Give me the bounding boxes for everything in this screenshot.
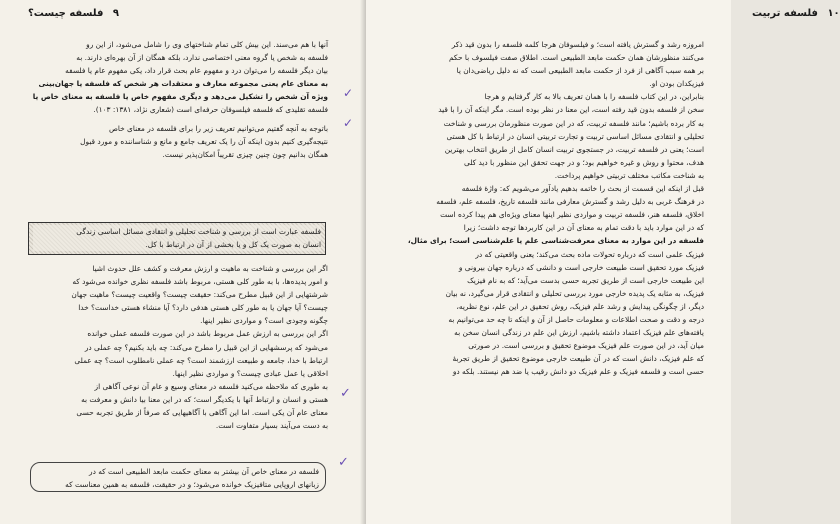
text-line: یافته‌های علم فیزیک اعتماد داشته باشیم، ارزش این علم در زندگی انسان سخن به <box>454 328 704 338</box>
left-page <box>0 0 366 524</box>
text-line: این طبیعت خارجی است از طریق تجربه حسی بدست می‌آید؛ که به نام فیزیک <box>467 275 704 285</box>
text-line: درجه و دقت و صحت اطلاعات و معلومات حاصل از آن و اینکه تا چه حد می‌توانیم به <box>448 314 704 324</box>
text-line: ارتباط با خدا، جامعه و طبیعت ارزشمند است؟ چه عملی نامطلوب است؟ چه عملی <box>74 355 328 365</box>
text-line: و امور پدیده‌ها، با به طور کلی هستی، مربوط باشد فلسفه نظری خوانده می‌شود که <box>72 277 328 287</box>
quote-line: فلسفه در معنای خاص آن بیشتر به معنای حکمت مابعد الطبیعی است که در <box>89 467 319 476</box>
text-line: اخلاقی یا عمل عبادی چیست؟ و مواردی نظیر اینها. <box>172 368 328 378</box>
text-line: می‌شود که پرسشهایی از این قبیل را مطرح می‌کند: چه باید بکنیم؟ چه عملی در <box>84 342 328 352</box>
right-body <box>382 38 704 378</box>
text-line: می‌کنند منظورشان همان حکمت مابعد الطبیعی است. اطلاق صفت فیلسوف با حکم <box>449 53 704 63</box>
text-line: شرشتهایی از این قبیل مطرح می‌کند: حقیقت چیست؟ واقعیت چیست؟ ماهیت جهان <box>71 290 328 300</box>
right-page <box>366 0 840 524</box>
quote-line: زبانهای اروپایی متافیزیک خوانده می‌شود؛ و در حقیقت، فلسفه به همین معناست که <box>65 480 319 490</box>
text-line: میان آید، در این صورت علم فیزیک موضوع تحقیق و بررسی است. در صورتی <box>468 341 704 351</box>
definition-box <box>28 222 326 255</box>
text-line: باتوجه به آنچه گفتیم می‌توانیم تعریف زیر را برای فلسفه در معنای خاص <box>108 124 328 133</box>
left-body-intro <box>28 122 328 161</box>
text-line: در فرهنگ غربی به دلیل رشد و گسترش معارفی مانند فلسفه تاریخ، فلسفه علم، فلسفه <box>436 197 704 207</box>
right-page-header <box>752 8 840 19</box>
text-line: فیزیک علمی است که درباره تحولات ماده بحث می‌کند؛ یعنی واقعیتی که در <box>475 249 704 259</box>
text-line: چیست؟ آیا جهان یا به طور کلی هستی هدفی دارد؟ آیا منشاء هستی خداست؟ خدا <box>78 303 328 313</box>
text-line: به دست می‌آیند بسیار متفاوت است. <box>215 421 328 431</box>
text-line: اگر این بررسی و شناخت به ماهیت و ارزش معرفت و کشف علل حدوث اشیا <box>92 264 328 273</box>
text-line: فیزیک مورد تحقیق است طبیعت خارجی است و دانشی که درباره جهان بیرونی و <box>458 262 704 272</box>
right-page-title: فلسفه تربیت <box>752 8 818 19</box>
left-body-bottom <box>28 262 328 432</box>
check-mark-icon: ✓ <box>343 86 354 100</box>
left-page-number: ۹ <box>112 8 119 19</box>
check-mark-icon: ✓ <box>343 116 354 130</box>
text-line: هدف، محتوا و روش و غیره خواهیم بود؛ و در جهت تحقق این منظور با دید کلی <box>463 157 704 167</box>
text-line: فلسفه به شخص یا گروه معنی اختصاصی ندارد، بلکه همگان از آن بهره‌ای دارند. به <box>76 53 328 63</box>
text-line: که در این موارد باید با دقت تمام به معنای آن در این کاربردها توجه داشت؛ زیرا <box>463 223 704 233</box>
text-line: فلسفه در این موارد به معنای معرفت‌شناسی علم یا علم‌شناسی است؛ برای مثال، <box>407 236 704 246</box>
text-line: فیزیک، به مثابه یک پدیده خارجی مورد بررسی تحلیلی و انتقادی قرار می‌گیرد، نه بیان <box>445 288 704 298</box>
text-line: به معنای عام یعنی مجموعه معارف و معتقدات هر شخص که فلسفه یا جهان‌بینی <box>38 79 328 89</box>
quote-box <box>30 462 326 492</box>
text-line: بیان دیگر فلسفه را می‌توان درد و مفهوم عام بحث قرار داد، یکی مفهوم عام یا فلسفه <box>65 66 328 76</box>
text-line: هستی و انسان و ارتباط آنها با یکدیگر است؛ که در این معنا بیا دانش و معرفت به <box>81 394 328 404</box>
text-line: امروزه رشد و گسترش یافته است؛ و فیلسوفان هرجا کلمه فلسفه را بدون قید ذکر <box>451 40 704 49</box>
definition-line: فلسفه عبارت است از بررسی و شناخت تحلیلی و انتقادی مسائل اساسی زندگی <box>33 225 321 238</box>
text-line: به طوری که ملاحظه می‌کنید فلسفه در معنای وسیع و عام آن نوعی آگاهی از <box>94 381 328 391</box>
definition-line: انسان به صورت یک کل و یا بخشی از آن در ارتباط با کل. <box>33 238 321 251</box>
check-mark-icon: ✓ <box>338 455 349 470</box>
right-page-number: ۱۰ <box>827 8 840 19</box>
left-page-header <box>28 8 119 19</box>
text-line: فیزیکدان بودن او. <box>649 79 704 89</box>
text-line: اخلاق، فلسفه هنر، فلسفه تربیت و مواردی نظیر اینها معنای ویژه‌ای هم پیدا کرده است <box>440 210 704 220</box>
text-line: به کار برده باشیم؛ مانند فلسفه تربیت، که در این صورت منظورمان بررسی و شناخت <box>443 118 704 128</box>
text-line: دیگر، از چگونگی پیدایش و رشد علم فیزیک، روش تحقیق در این علم، نوع نظریه، <box>456 301 704 311</box>
text-line: حسی است و فلسفه فیزیک و علم فیزیک دو دانش رقیب یا ضد هم نیستند. بلکه دو <box>452 367 704 377</box>
text-line: چگونه وجودی است؟ و مواردی نظیر اینها. <box>200 316 328 326</box>
text-line: آنها با هم می‌سند. این بیش کلی تمام شناختهای وی را شامل می‌شود، از این رو <box>86 40 328 49</box>
left-page-title: فلسفه چیست؟ <box>28 8 104 19</box>
text-line: فلسفه تقلیدی که فلسفه فیلسوفان حرفه‌ای است (شعاری نژاد، ۱۳۸۱: ۱۰۳). <box>93 105 328 115</box>
check-mark-icon: ✓ <box>340 386 351 401</box>
text-line: همگان بدانیم چون چنین چیزی تقریباً امکان‌پذیر نیست. <box>162 150 328 160</box>
text-line: سخن از فلسفه بدون قید رفته است، این معنا در نظر بوده است. مگر اینکه آن را با قید <box>438 105 704 115</box>
text-line: نتیجه‌گیری کنیم بدون اینکه آن را یک تعریف جامع و مانع و شناساننده و مورد قبول <box>80 137 328 147</box>
text-line: که علم فیزیک، دانش است که در آن طبیعت خارجی موضوع تحقیق از طریق تجربهٔ <box>452 354 704 364</box>
text-line: تحلیلی و انتقادی مسائل اساسی تربیت و تجارت تربیتی انسان در ارتباط با کل هستی <box>446 131 704 141</box>
text-line: معنای عام آن یکی است. اما این آگاهی با آگاهیهایی که صرفاً از طریق تجربه حسی <box>76 408 328 418</box>
left-body-top <box>28 38 328 117</box>
text-line: ویژه آن شخص را تشکیل می‌دهد و دیگری مفهوم خاص یا فلسفه به معنای خاص یا <box>32 92 328 102</box>
text-line: بر همه سبب آگاهی از فرد از حکمت مابعد الطبیعی است که نه دلیل ریاضی‌دان یا <box>456 66 704 76</box>
text-line: بنابراین، در این کتاب فلسفه را با همان تعریف بالا به کار گرفتایم و هرجا <box>484 92 704 102</box>
text-line: است؛ یعنی در فلسفه تربیت، در جستجوی تربیت انسان کامل از طریق انتخاب بهترین <box>444 144 704 154</box>
text-line: قبل از اینکه این قسمت از بحث را خاتمه بدهیم یادآور می‌شویم که: واژهٔ فلسفه <box>461 184 704 194</box>
text-line: اگر این بررسی به ارزش عمل مربوط باشد در این صورت فلسفه عملی خوانده <box>87 329 328 339</box>
text-line: به شناخت مکاتب مختلف تربیتی خواهیم پرداخت. <box>554 170 704 180</box>
